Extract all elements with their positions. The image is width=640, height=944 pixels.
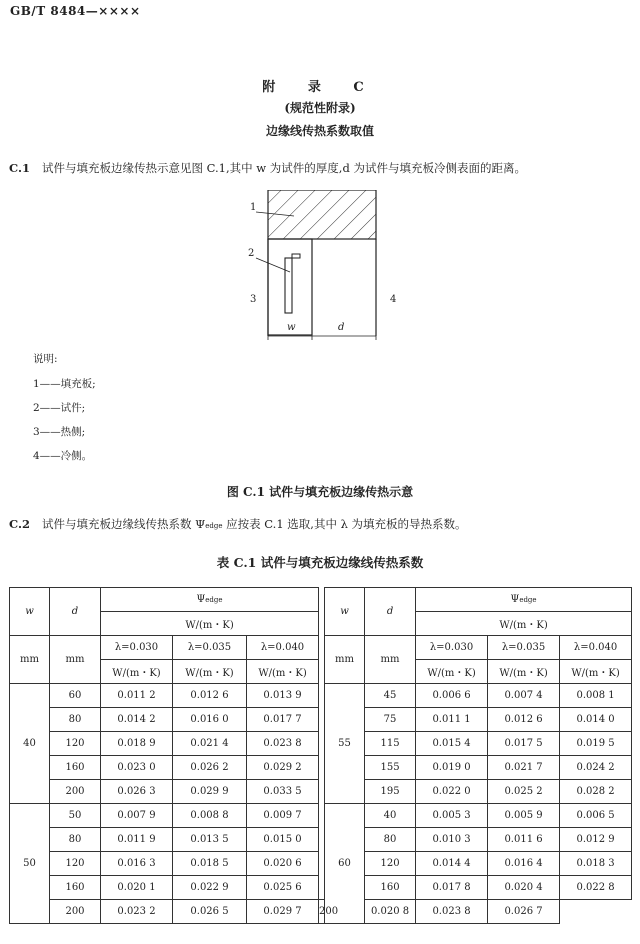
psi-subscript: edge <box>205 596 223 604</box>
psi-value-cell: 0.023 8 <box>247 732 319 756</box>
psi-value-cell: 0.019 0 <box>416 756 488 780</box>
lambda-unit: W/(m・K) <box>560 660 632 684</box>
w-value-cell: 50 <box>10 804 50 924</box>
psi-value-cell: 0.033 5 <box>247 780 319 804</box>
callout-1: 1 <box>250 202 257 213</box>
d-value-cell: 160 <box>365 876 416 900</box>
w-header: w <box>325 588 365 636</box>
psi-value-cell: 0.019 5 <box>560 732 632 756</box>
psi-value-cell: 0.022 9 <box>173 876 247 900</box>
psi-header <box>416 588 632 612</box>
dimension-w-label: w <box>287 322 296 333</box>
d-value-cell: 200 <box>50 900 101 924</box>
w-unit: mm <box>325 636 365 684</box>
psi-value-cell: 0.014 4 <box>416 852 488 876</box>
callout-3: 3 <box>250 294 257 305</box>
psi-value-cell: 0.018 5 <box>173 852 247 876</box>
clause-c2 <box>9 516 634 532</box>
d-value-cell: 195 <box>365 780 416 804</box>
psi-value-cell: 0.005 9 <box>488 804 560 828</box>
edge-coefficient-table <box>9 587 632 924</box>
lambda-header: λ=0.035 <box>173 636 247 660</box>
psi-value-cell: 0.016 3 <box>101 852 173 876</box>
appendix-title: 附 录 C <box>262 80 378 95</box>
d-value-cell: 50 <box>50 804 101 828</box>
specimen-frame-profile <box>285 258 292 313</box>
figure-caption: 图 C.1 试件与填充板边缘传热示意 <box>226 485 414 499</box>
legend-item: 4——冷侧。 <box>33 450 93 462</box>
edge-heat-transfer-diagram <box>230 190 410 350</box>
clause-number: C.1 <box>9 161 30 175</box>
psi-value-cell: 0.018 3 <box>560 852 632 876</box>
psi-subscript: edge <box>205 522 223 530</box>
table-row <box>10 900 632 924</box>
psi-value-cell: 0.029 9 <box>173 780 247 804</box>
psi-header <box>101 588 319 612</box>
d-value-cell: 60 <box>50 684 101 708</box>
lambda-unit: W/(m・K) <box>247 660 319 684</box>
d-header: d <box>50 588 101 636</box>
psi-value-cell: 0.007 4 <box>488 684 560 708</box>
w-unit: mm <box>10 636 50 684</box>
psi-value-cell: 0.022 0 <box>416 780 488 804</box>
legend-item: 1——填充板; <box>33 378 96 390</box>
clause-text: 试件与填充板边缘传热示意见图 C.1,其中 w 为试件的厚度,d 为试件与填充板冷侧表面的距离。 <box>41 161 526 175</box>
psi-value-cell: 0.014 0 <box>560 708 632 732</box>
psi-symbol: Ψ <box>510 594 520 605</box>
psi-value-cell: 0.026 3 <box>101 780 173 804</box>
d-value-cell: 80 <box>50 828 101 852</box>
d-value-cell: 75 <box>365 708 416 732</box>
psi-value-cell: 0.020 8 <box>365 900 416 924</box>
d-unit: mm <box>365 636 416 684</box>
psi-value-cell: 0.020 4 <box>488 876 560 900</box>
w-value-cell: 40 <box>10 684 50 804</box>
clause-number: C.2 <box>9 517 30 531</box>
d-value-cell: 115 <box>365 732 416 756</box>
psi-value-cell: 0.015 4 <box>416 732 488 756</box>
psi-value-cell: 0.011 9 <box>101 828 173 852</box>
psi-value-cell: 0.015 0 <box>247 828 319 852</box>
psi-value-cell: 0.021 7 <box>488 756 560 780</box>
specimen-frame-cap <box>292 254 300 258</box>
psi-symbol: Ψ <box>196 594 206 605</box>
lambda-unit: W/(m・K) <box>101 660 173 684</box>
w-value-cell: 55 <box>325 684 365 804</box>
psi-value-cell: 0.026 2 <box>173 756 247 780</box>
lambda-header: λ=0.030 <box>416 636 488 660</box>
psi-value-cell: 0.011 2 <box>101 684 173 708</box>
d-value-cell: 80 <box>50 708 101 732</box>
psi-value-cell: 0.017 5 <box>488 732 560 756</box>
d-header: d <box>365 588 416 636</box>
psi-subscript: edge <box>519 596 537 604</box>
psi-value-cell: 0.013 5 <box>173 828 247 852</box>
d-value-cell: 200 <box>319 900 325 924</box>
clause-c1 <box>9 160 634 176</box>
psi-value-cell: 0.026 7 <box>488 900 560 924</box>
clause-text-cont: 应按表 C.1 选取,其中 λ 为填充板的导热系数。 <box>222 517 467 531</box>
psi-value-cell: 0.012 6 <box>488 708 560 732</box>
psi-value-cell: 0.029 7 <box>247 900 319 924</box>
psi-value-cell: 0.008 1 <box>560 684 632 708</box>
filler-panel-hatched <box>268 190 376 239</box>
d-value-cell: 155 <box>365 756 416 780</box>
psi-value-cell: 0.010 3 <box>416 828 488 852</box>
d-value-cell: 120 <box>365 852 416 876</box>
psi-value-cell: 0.022 8 <box>560 876 632 900</box>
psi-value-cell: 0.020 6 <box>247 852 319 876</box>
d-unit: mm <box>50 636 101 684</box>
psi-value-cell: 0.016 0 <box>173 708 247 732</box>
psi-value-cell: 0.023 0 <box>101 756 173 780</box>
lambda-unit: W/(m・K) <box>488 660 560 684</box>
lambda-header: λ=0.040 <box>247 636 319 660</box>
lambda-unit: W/(m・K) <box>173 660 247 684</box>
psi-value-cell: 0.009 7 <box>247 804 319 828</box>
psi-value-cell: 0.008 8 <box>173 804 247 828</box>
psi-value-cell: 0.023 8 <box>416 900 488 924</box>
w-value-cell: 60 <box>325 804 365 924</box>
psi-value-cell: 0.006 5 <box>560 804 632 828</box>
psi-value-cell: 0.020 1 <box>101 876 173 900</box>
psi-value-cell: 0.017 7 <box>247 708 319 732</box>
legend-item: 2——试件; <box>33 402 86 414</box>
psi-value-cell: 0.025 6 <box>247 876 319 900</box>
legend-title: 说明: <box>33 353 58 365</box>
psi-value-cell: 0.029 2 <box>247 756 319 780</box>
d-value-cell: 160 <box>50 756 101 780</box>
d-value-cell: 40 <box>365 804 416 828</box>
d-value-cell: 120 <box>50 852 101 876</box>
psi-unit: W/(m・K) <box>101 612 319 636</box>
callout-2: 2 <box>248 248 255 259</box>
psi-value-cell: 0.028 2 <box>560 780 632 804</box>
lambda-header: λ=0.035 <box>488 636 560 660</box>
clause-text: 试件与填充板边缘线传热系数 Ψ <box>41 517 206 531</box>
psi-value-cell: 0.012 6 <box>173 684 247 708</box>
psi-value-cell: 0.007 9 <box>101 804 173 828</box>
lambda-unit: W/(m・K) <box>416 660 488 684</box>
dimension-d-label: d <box>338 322 345 333</box>
psi-value-cell: 0.005 3 <box>416 804 488 828</box>
d-value-cell: 160 <box>50 876 101 900</box>
document-header: GB/T 8484—×××× <box>10 4 141 18</box>
w-header: w <box>10 588 50 636</box>
psi-value-cell: 0.024 2 <box>560 756 632 780</box>
psi-unit: W/(m・K) <box>416 612 632 636</box>
psi-value-cell: 0.011 6 <box>488 828 560 852</box>
table-caption: 表 C.1 试件与填充板边缘线传热系数 <box>216 555 424 570</box>
appendix-subtitle: 边缘线传热系数取值 <box>265 124 374 138</box>
psi-value-cell: 0.018 9 <box>101 732 173 756</box>
psi-value-cell: 0.025 2 <box>488 780 560 804</box>
psi-value-cell: 0.012 9 <box>560 828 632 852</box>
d-value-cell: 120 <box>50 732 101 756</box>
lambda-header: λ=0.040 <box>560 636 632 660</box>
psi-value-cell: 0.011 1 <box>416 708 488 732</box>
d-value-cell: 45 <box>365 684 416 708</box>
appendix-type: (规范性附录) <box>284 101 356 115</box>
psi-value-cell: 0.026 5 <box>173 900 247 924</box>
psi-value-cell: 0.014 2 <box>101 708 173 732</box>
d-value-cell: 80 <box>365 828 416 852</box>
psi-value-cell: 0.023 2 <box>101 900 173 924</box>
specimen-outline <box>268 239 312 335</box>
psi-value-cell: 0.021 4 <box>173 732 247 756</box>
psi-value-cell: 0.013 9 <box>247 684 319 708</box>
psi-value-cell: 0.006 6 <box>416 684 488 708</box>
psi-value-cell: 0.017 8 <box>416 876 488 900</box>
callout-4: 4 <box>390 294 397 305</box>
psi-value-cell: 0.016 4 <box>488 852 560 876</box>
legend-item: 3——热侧; <box>33 426 86 438</box>
d-value-cell: 200 <box>50 780 101 804</box>
lambda-header: λ=0.030 <box>101 636 173 660</box>
